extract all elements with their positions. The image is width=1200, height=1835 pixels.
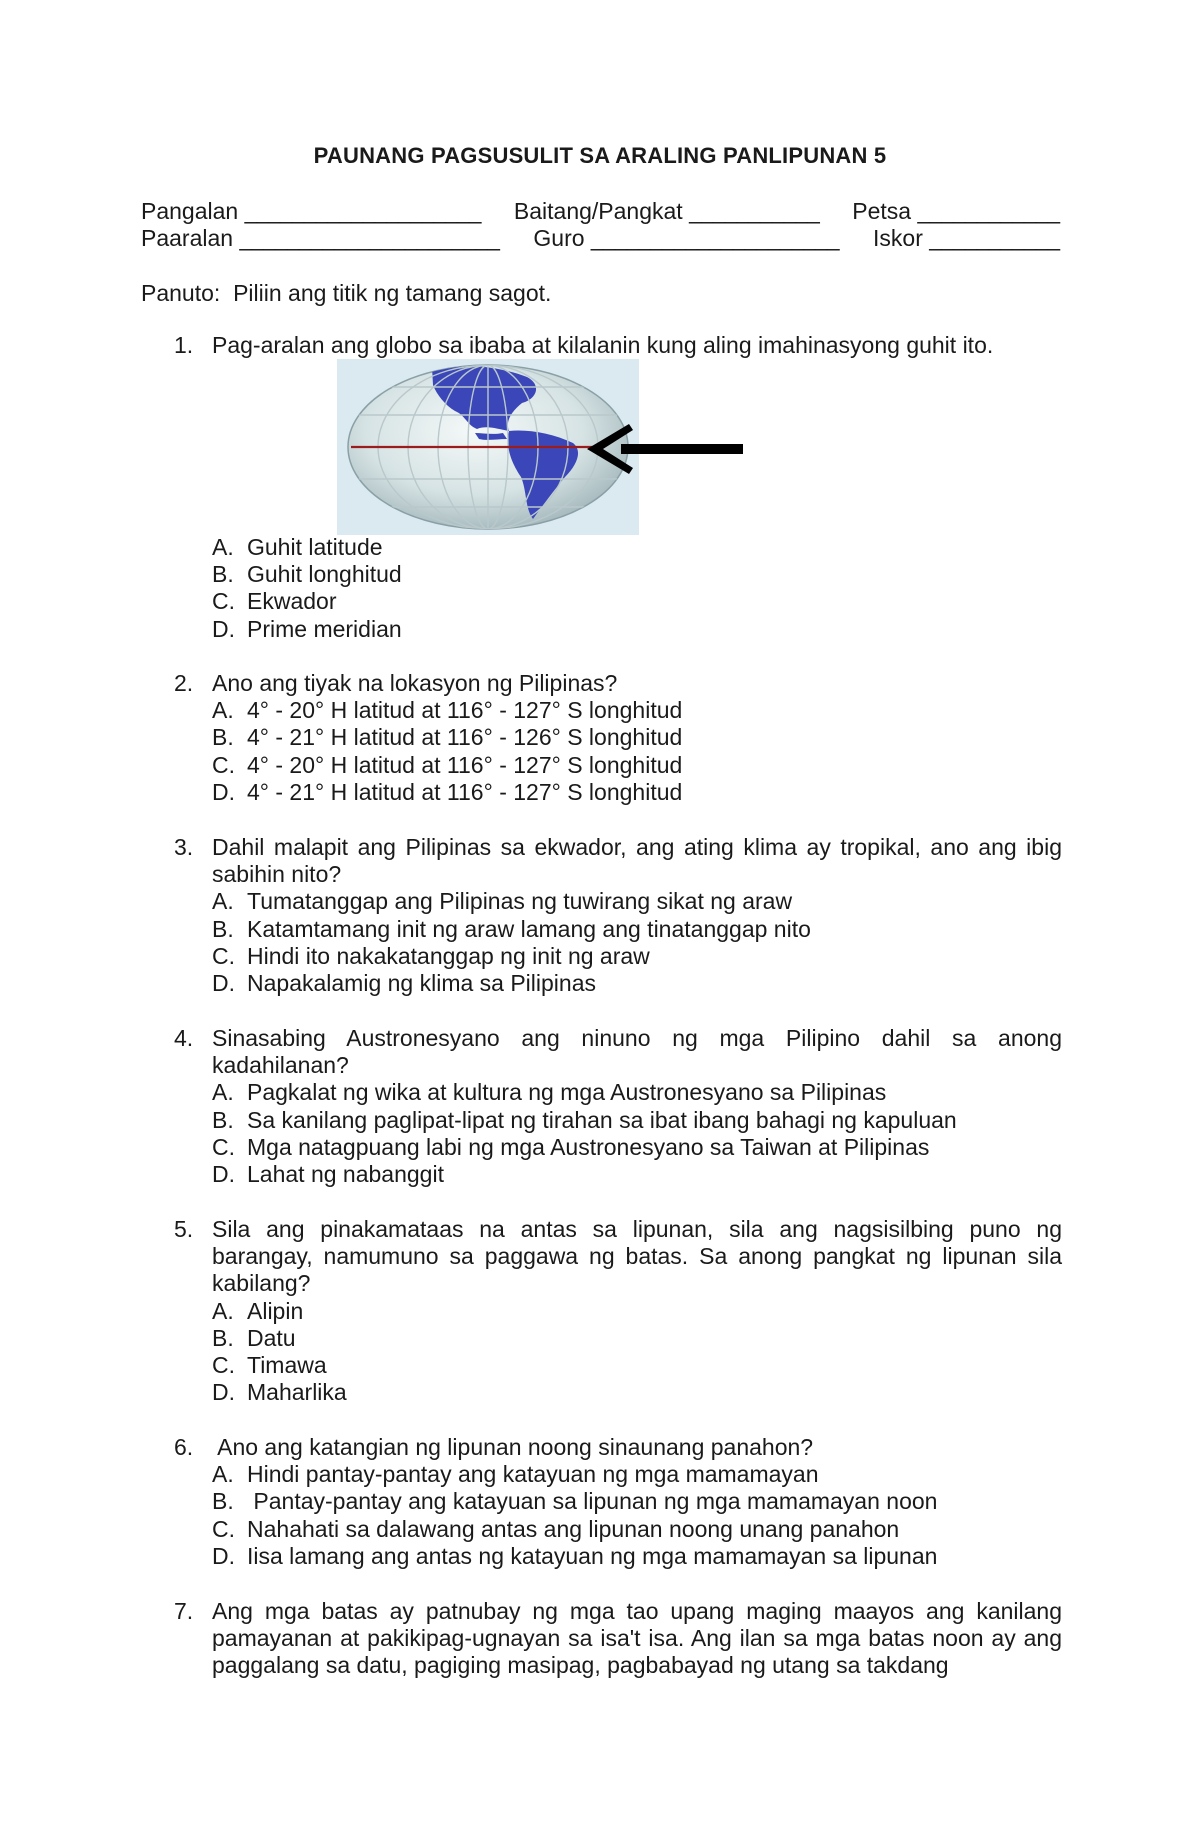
question-number: 4. [174, 1025, 194, 1051]
option-b[interactable]: B. Datu [212, 1324, 296, 1351]
option-d[interactable]: D. Napakalamig ng klima sa Pilipinas [212, 970, 596, 997]
question-7 [174, 1598, 1062, 1680]
option-b[interactable]: B. Pantay-pantay ang katayuan sa lipunan ng mga mamamayan noon [212, 1488, 938, 1515]
option-a[interactable]: A. Alipin [212, 1297, 304, 1324]
question-stem: Dahil malapit ang Pilipinas sa ekwador, ang ating klima ay tropikal, ano ang ibig sabihin nito? [212, 834, 1062, 888]
option-b[interactable]: B. Katamtamang init ng araw lamang ang tinatanggap nito [212, 915, 811, 942]
option-a[interactable]: A. Tumatanggap ang Pilipinas ng tuwirang sikat ng araw [212, 888, 793, 915]
option-b[interactable]: B. Sa kanilang paglipat-lipat ng tirahan sa ibat ibang bahagi ng kapuluan [212, 1106, 957, 1133]
header-row-2 [141, 225, 1059, 252]
question-number: 7. [174, 1598, 194, 1624]
question-6 [174, 1434, 1062, 1570]
question-number: 2. [174, 670, 194, 696]
option-a[interactable]: A. 4° - 20° H latitud at 116° - 127° S longhitud [212, 697, 683, 724]
question-2 [174, 670, 1062, 806]
question-1 [174, 332, 1062, 359]
date-field: Petsa ____________ [852, 198, 1059, 224]
question-1-options [174, 534, 1062, 643]
question-stem: Ano ang tiyak na lokasyon ng Pilipinas? [212, 670, 618, 696]
header-row-1 [141, 198, 1059, 225]
option-d[interactable]: D. Iisa lamang ang antas ng katayuan ng mga mamamayan sa lipunan [212, 1542, 938, 1569]
question-stem: Sila ang pinakamataas na antas sa lipunan, sila ang nagsisilbing puno ng barangay, namumuno sa paggawa ng batas. Sa anong pangkat ng lipunan sila kabilang? [212, 1216, 1062, 1297]
question-number: 3. [174, 834, 194, 860]
option-a[interactable]: A. Pagkalat ng wika at kultura ng mga Austronesyano sa Pilipinas [212, 1079, 887, 1106]
instructions: Panuto: Piliin ang titik ng tamang sagot. [141, 280, 552, 306]
option-c[interactable]: C. Timawa [212, 1352, 327, 1379]
option-c[interactable]: C. 4° - 20° H latitud at 116° - 127° S longhitud [212, 751, 683, 778]
question-number: 5. [174, 1216, 194, 1242]
grade-section-field: Baitang/Pangkat ___________ [513, 198, 819, 224]
question-5 [174, 1216, 1062, 1406]
question-4 [174, 1025, 1062, 1188]
option-c[interactable]: C. Ekwador [212, 588, 337, 615]
option-c[interactable]: C. Mga natagpuang labi ng mga Austronesyano sa Taiwan at Pilipinas [212, 1133, 930, 1160]
question-number: 1. [174, 332, 194, 358]
question-stem: Ang mga batas ay patnubay ng mga tao upang maging maayos ang kanilang pamayanan at pakikipag-ugnayan sa isa't isa. Ang ilan sa mga batas noon ay ang paggalang sa datu, pagiging masipag, pagbabayad ng utang sa takdang [212, 1598, 1062, 1679]
arrow-pointer [585, 420, 745, 476]
option-b[interactable]: B. Guhit longhitud [212, 561, 402, 588]
question-stem: Ano ang katangian ng lipunan noong sinaunang panahon? [212, 1434, 814, 1460]
name-field: Pangalan ____________________ [141, 198, 481, 224]
option-b[interactable]: B. 4° - 21° H latitud at 116° - 126° S longhitud [212, 724, 683, 751]
option-a[interactable]: A. Guhit latitude [212, 534, 383, 560]
school-field: Paaralan ______________________ [141, 225, 499, 251]
question-3 [174, 834, 1062, 997]
score-field: Iskor ___________ [873, 225, 1059, 251]
option-d[interactable]: D. 4° - 21° H latitud at 116° - 127° S longhitud [212, 778, 683, 805]
option-d[interactable]: D. Maharlika [212, 1379, 347, 1406]
option-c[interactable]: C. Nahahati sa dalawang antas ang lipunan noong unang panahon [212, 1515, 900, 1542]
option-d[interactable]: D. Lahat ng nabanggit [212, 1161, 444, 1188]
question-number: 6. [174, 1434, 194, 1460]
option-a[interactable]: A. Hindi pantay-pantay ang katayuan ng mga mamamayan [212, 1461, 819, 1488]
question-stem: Sinasabing Austronesyano ang ninuno ng mga Pilipino dahil sa anong kadahilanan? [212, 1025, 1062, 1079]
option-d[interactable]: D. Prime meridian [212, 615, 402, 642]
option-c[interactable]: C. Hindi ito nakakatanggap ng init ng araw [212, 942, 650, 969]
question-stem: Pag-aralan ang globo sa ibaba at kilalanin kung aling imahinasyong guhit ito. [212, 332, 994, 358]
worksheet-title: PAUNANG PAGSUSULIT SA ARALING PANLIPUNAN 5 [313, 143, 887, 168]
teacher-field: Guro _____________________ [533, 225, 839, 251]
